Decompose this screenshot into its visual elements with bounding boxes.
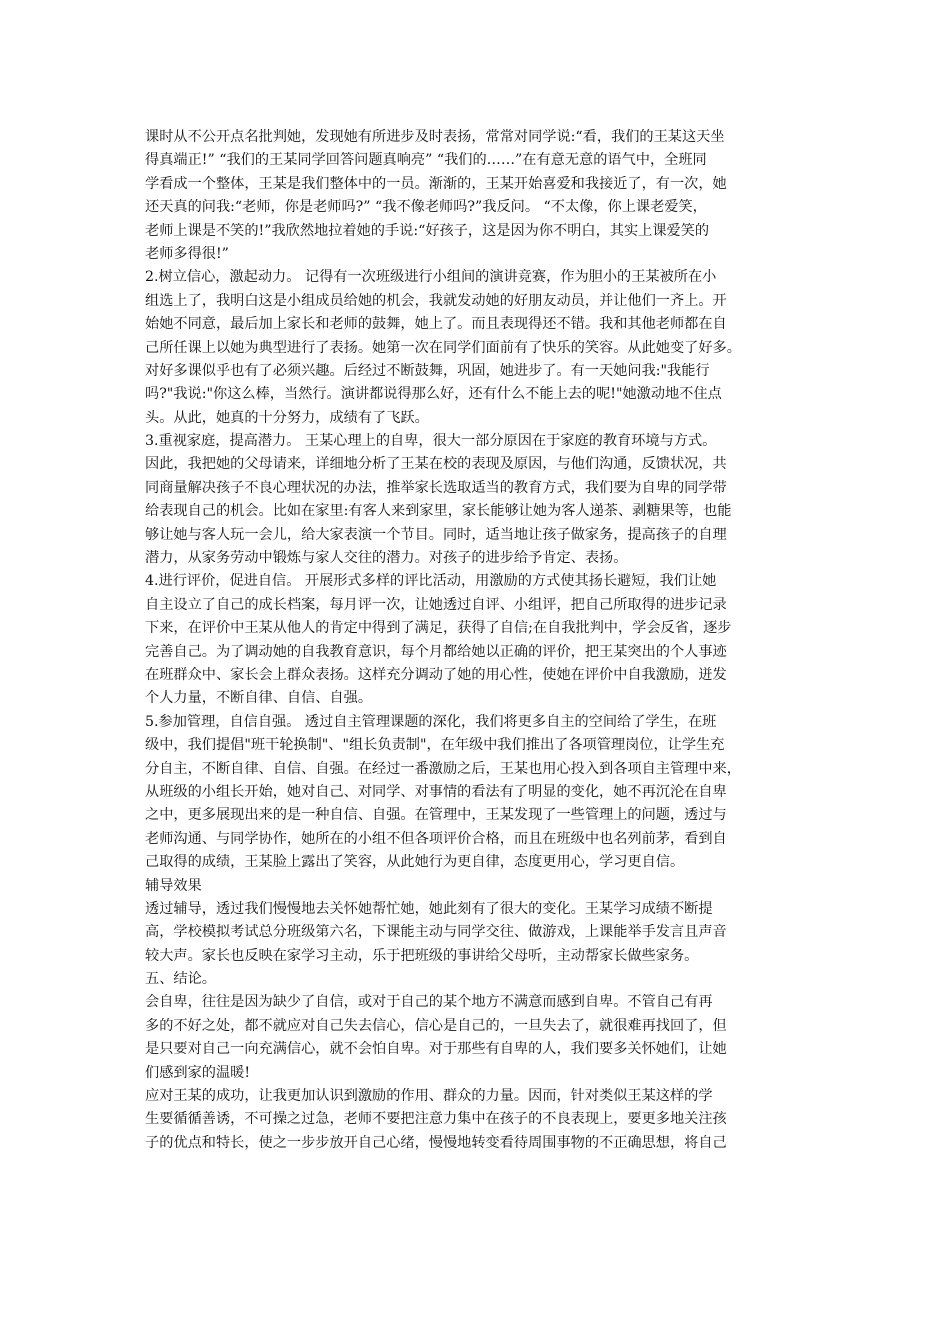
text-line: 课时从不公开点名批判她，发现她有所进步及时表扬，常常对同学说:“看，我们的王某这天坐 (145, 129, 725, 145)
text-line: 因此，我把她的父母请来，详细地分析了王某在校的表现及原因，与他们沟通，反馈状况，共 (145, 456, 727, 473)
text-line: 子的优点和特长，使之一步步放开自己心绪，慢慢地转变看待周围事物的不正确思想，将自己 (145, 1134, 727, 1151)
text-line: 潜力，从家务劳动中锻炼与家人交往的潜力。对孩子的进步给予肯定、表扬。 (145, 550, 628, 567)
text-line: 得真端正!” “我们的王某同学回答问题真响亮” “我们的……”在有意无意的语气中，全班同 (145, 152, 707, 169)
text-line: 们感到家的温暖! (145, 1064, 251, 1081)
text-line: 分自主，不断自律、自信、自强。在经过一番激励之后，王某也用心投入到各项自主管理中来， (145, 760, 741, 777)
text-line: 透过辅导，透过我们慢慢地去关怀她帮忙她，她此刻有了很大的变化。王某学习成绩不断提 (145, 900, 713, 917)
text-line: 会自卑，往往是因为缺少了自信，或对于自己的某个地方不满意而感到自卑。不管自己有再 (145, 994, 713, 1011)
text-line: 始她不同意，最后加上家长和老师的鼓舞，她上了。而且表现得还不错。我和其他老师都在自 (145, 316, 727, 333)
text-line: 给表现自己的机会。比如在家里:有客人来到家里，家长能够让她为客人递茶、剥糖果等，也能 (145, 503, 732, 520)
text-line: 多的不好之处，都不就应对自己失去信心，信心是自己的，一旦失去了，就很难再找回了，但 (145, 1017, 727, 1034)
text-line: 从班级的小组长开始，她对自己、对同学、对事情的看法有了明显的变化，她不再沉沦在自卑 (145, 783, 727, 800)
text-line: 个人力量，不断自律、自信、自强。 (145, 690, 373, 707)
text-line: 高，学校模拟考试总分班级第六名，下课能主动与同学交往、做游戏，上课能举手发言且声音 (145, 924, 727, 941)
text-line: 2.树立信心，激起动力。 记得有一次班级进行小组间的演讲竞赛，作为胆小的王某被所在小 (145, 269, 717, 286)
text-line: 老师多得很!” (145, 245, 229, 262)
text-line: 头。从此，她真的十分努力，成绩有了飞跃。 (145, 409, 429, 426)
text-line: 同商量解决孩子不良心理状况的办法，推举家长选取适当的教育方式，我们要为自卑的同学带 (145, 479, 727, 496)
text-line: 老师沟通、与同学协作，她所在的小组不但各项评价合格，而且在班级中也名列前茅，看到自 (145, 830, 727, 847)
text-line: 对好多课似乎也有了必须兴趣。后经过不断鼓舞，巩固，她进步了。有一天她问我:"我能行 (145, 362, 710, 379)
text-line: 生要循循善诱，不可操之过急，老师不要把注意力集中在孩子的不良表现上，要更多地关注孩 (145, 1111, 727, 1128)
text-line: 吗?"我说:"你这么棒，当然行。演讲都说得那么好，还有什么不能上去的呢!"她激动地不住点 (145, 386, 722, 403)
text-line: 辅导效果 (145, 877, 202, 894)
document-page (145, 126, 805, 1155)
text-line: 还天真的问我:“老师，你是老师吗?” “我不像老师吗?”我反问。 “不太像，你上课老爱笑， (145, 199, 707, 216)
text-line: 己取得的成绩，王某脸上露出了笑容，从此她行为更自律，态度更用心，学习更自信。 (145, 854, 685, 871)
text-line: 3.重视家庭，提高潜力。 王某心理上的自卑，很大一部分原因在于家庭的教育环境与方式。 (145, 433, 717, 450)
text-line: 老师上课是不笑的!”我欣然地拉着她的手说:“好孩子，这是因为你不明白，其实上课爱笑的 (145, 222, 710, 239)
text-line: 之中，更多展现出来的是一种自信、自强。在管理中，王某发现了一些管理上的问题，透过与 (145, 807, 727, 824)
text-line: 自主设立了自己的成长档案，每月评一次，让她透过自评、小组评，把自己所取得的进步记录 (145, 596, 727, 613)
text-line: 学看成一个整体，王某是我们整体中的一员。渐渐的，王某开始喜爱和我接近了，有一次，她 (145, 175, 727, 192)
text-line: 是只要对自己一向充满信心，就不会怕自卑。对于那些有自卑的人，我们要多关怀她们，让她 (145, 1041, 727, 1058)
text-line: 五、结论。 (145, 971, 216, 988)
text-line: 5.参加管理，自信自强。 透过自主管理课题的深化，我们将更多自主的空间给了学生，在班 (145, 713, 717, 730)
text-line: 够让她与客人玩一会儿，给大家表演一个节目。同时，适当地让孩子做家务，提高孩子的自理 (145, 526, 727, 543)
text-line: 较大声。家长也反映在家学习主动，乐于把班级的事讲给父母听，主动帮家长做些家务。 (145, 947, 699, 964)
text-line: 己所任课上以她为典型进行了表扬。她第一次在同学们面前有了快乐的笑容。从此她变了好多。 (145, 339, 741, 356)
text-line: 4.进行评价，促进自信。 开展形式多样的评比活动，用激励的方式使其扬长避短，我们让她 (145, 573, 717, 590)
text-line: 完善自己。为了调动她的自我教育意识，每个月都给她以正确的评价，把王某突出的个人事迹 (145, 643, 727, 660)
text-line: 组选上了，我明白这是小组成员给她的机会，我就发动她的好朋友动员，并让他们一齐上。开 (145, 292, 727, 309)
text-line: 在班群众中、家长会上群众表扬。这样充分调动了她的用心性，使她在评价中自我激励，迸发 (145, 666, 727, 683)
text-line: 级中，我们提倡"班干轮换制"、"组长负责制"，在年级中我们推出了各项管理岗位，让学生充 (145, 737, 725, 754)
text-line: 下来，在评价中王某从他人的肯定中得到了满足，获得了自信;在自我批判中，学会反省，逐步 (145, 620, 732, 637)
text-line: 应对王某的成功，让我更加认识到激励的作用、群众的力量。因而，针对类似王某这样的学 (145, 1088, 713, 1105)
